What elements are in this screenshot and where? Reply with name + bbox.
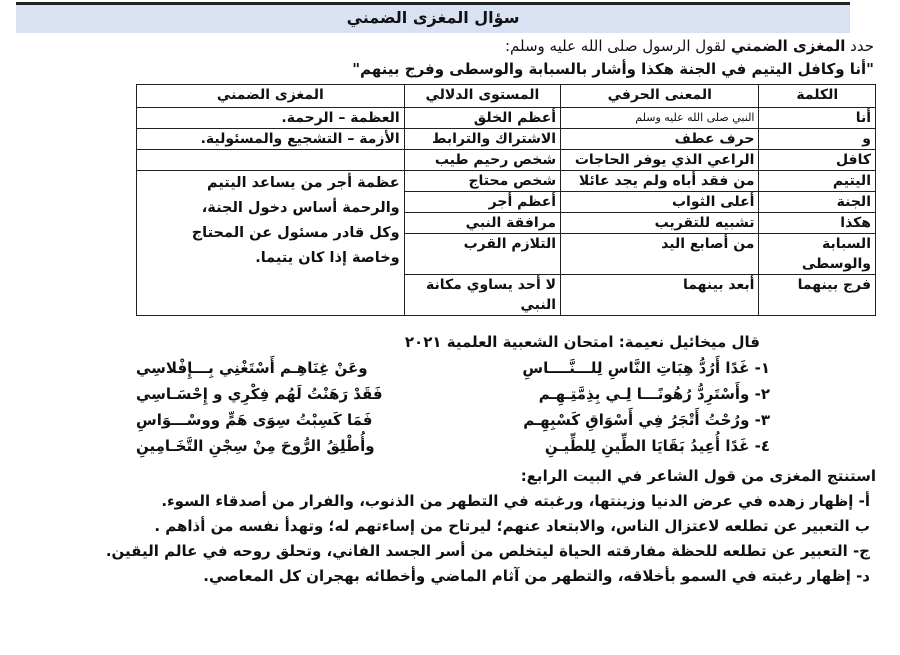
cell-word: أنا	[759, 108, 876, 129]
intro-bold: المغزى الضمني	[730, 37, 846, 55]
verse-left: وأُطْلِقُ الرُّوحَ مِنْ سِجْنِ التَّخَـامِينِ	[136, 437, 375, 455]
answer-option-b: ب التعبير عن تطلعه لاعتزال الناس، والابتعاد عنهم؛ ليرتاح من إساءتهم له؛ وتهدأ نفسه من أذاهم .	[154, 517, 870, 535]
cell-level: شخص محتاج	[404, 171, 560, 192]
cell-word: الجنة	[759, 192, 876, 213]
intro-suffix: لقول الرسول صلى الله عليه وسلم:	[504, 37, 727, 55]
cell-word: و	[759, 129, 876, 150]
header-meaning: المعنى الحرفي	[561, 85, 759, 108]
cell-level: الاشتراك والترابط	[404, 129, 560, 150]
cell-meaning: من أصابع اليد	[561, 234, 759, 275]
cell-level: أعظم الخلق	[404, 108, 560, 129]
exam-source: قال ميخائيل نعيمة: امتحان الشعبية العلمية ٢٠٢١	[404, 333, 760, 351]
merged-moral-line: وكل قادر مسئول عن المحتاج	[191, 225, 400, 241]
cell-level: مرافقة النبي	[404, 213, 560, 234]
cell-word: السبابة والوسطى	[759, 234, 876, 275]
intro-prefix: حدد	[850, 37, 874, 55]
verse-right: ٤- غَدًا أُعِيدُ بَقَايَا الطِّينِ لِلطِّيـنِ	[544, 437, 770, 455]
cell-level: لا أحد يساوي مكانة النبي	[404, 275, 560, 316]
cell-level: أعظم أجر	[404, 192, 560, 213]
verse-right: ٢- وأَسْتَرِدُّ رُهُونًـــا لِـي بِذِمَّتِـهِـم	[538, 385, 770, 403]
verse-left: فَمَا كَسِبْتُ سِوَى هَمٍّ ووسْـــوَاسِ	[136, 411, 373, 429]
table-row	[137, 171, 876, 192]
cell-word: كافل	[759, 150, 876, 171]
intro-line	[505, 37, 874, 55]
header-word: الكلمة	[759, 85, 876, 108]
cell-word: اليتيم	[759, 171, 876, 192]
verse-left: فَقَدْ رَهَنْتُ لَهُم فِكْرِي و إِحْسَـاسِي	[136, 385, 383, 403]
hadith-quote: "أنا وكافل اليتيم في الجنة هكذا وأشار بالسبابة والوسطى وفرج بينهم"	[352, 60, 874, 78]
section-title: سؤال المغزى الضمني	[16, 5, 850, 33]
semantic-table	[136, 84, 876, 316]
merged-moral-line: عظمة أجر من يساعد اليتيم	[207, 175, 400, 191]
question-prompt: استنتج المغزى من قول الشاعر في البيت الرابع:	[520, 467, 876, 485]
table-header-row	[137, 85, 876, 108]
header-level: المستوى الدلالي	[404, 85, 560, 108]
cell-moral	[137, 150, 405, 171]
cell-meaning: الراعي الذي يوفر الحاجات	[561, 150, 759, 171]
verse-right: ٣- ورُحْتُ أَتْجَرُ فِي أَسْوَاقِ كَسْبِهِـم	[523, 411, 770, 429]
header-moral: المغزى الضمني	[137, 85, 405, 108]
cell-level: شخص رحيم طيب	[404, 150, 560, 171]
merged-moral-line: والرحمة أساس دخول الجنة،	[201, 200, 400, 216]
cell-moral: العظمة – الرحمة.	[137, 108, 405, 129]
cell-moral: الأزمة – التشجيع والمسئولية.	[137, 129, 405, 150]
table-row	[137, 108, 876, 129]
verse-left: وعَنْ غِنَاهِـم أَسْتَغْنِي بِـــإِفْلاسِي	[136, 359, 368, 377]
table-row	[137, 129, 876, 150]
table-row	[137, 150, 876, 171]
verse-right: ١- غَدًا أَرُدُّ هِبَاتِ النَّاسِ لِلـــنَّــــاسِ	[522, 359, 770, 377]
cell-meaning: حرف عطف	[561, 129, 759, 150]
cell-meaning: من فقد أباه ولم يجد عائلا	[561, 171, 759, 192]
answer-option-d: د- إظهار رغبته في السمو بأخلاقه، والتطهر من آثام الماضي وأخطائه بهجران كل المعاصي.	[203, 567, 870, 585]
cell-level: التلازم القرب	[404, 234, 560, 275]
merged-moral-line: وخاصة إذا كان يتيما.	[255, 250, 400, 266]
answer-option-a: أ- إظهار زهده في عرض الدنيا وزينتها، ورغبته في التطهر من الذنوب، والفرار من أصدقاء السوء.	[161, 492, 870, 510]
merged-moral-cell	[137, 171, 405, 316]
cell-meaning: النبي صلى الله عليه وسلم	[561, 108, 759, 129]
cell-word: هكذا	[759, 213, 876, 234]
cell-word: فرج بينهما	[759, 275, 876, 316]
cell-meaning: أعلى الثواب	[561, 192, 759, 213]
cell-meaning: تشبيه للتقريب	[561, 213, 759, 234]
answer-option-c: ج- التعبير عن تطلعه للحظة مفارقته الحياة ليتخلص من أسر الجسد الفاني، وتحلق روحه في عالم اليقين.	[105, 542, 870, 560]
cell-meaning: أبعد بينهما	[561, 275, 759, 316]
